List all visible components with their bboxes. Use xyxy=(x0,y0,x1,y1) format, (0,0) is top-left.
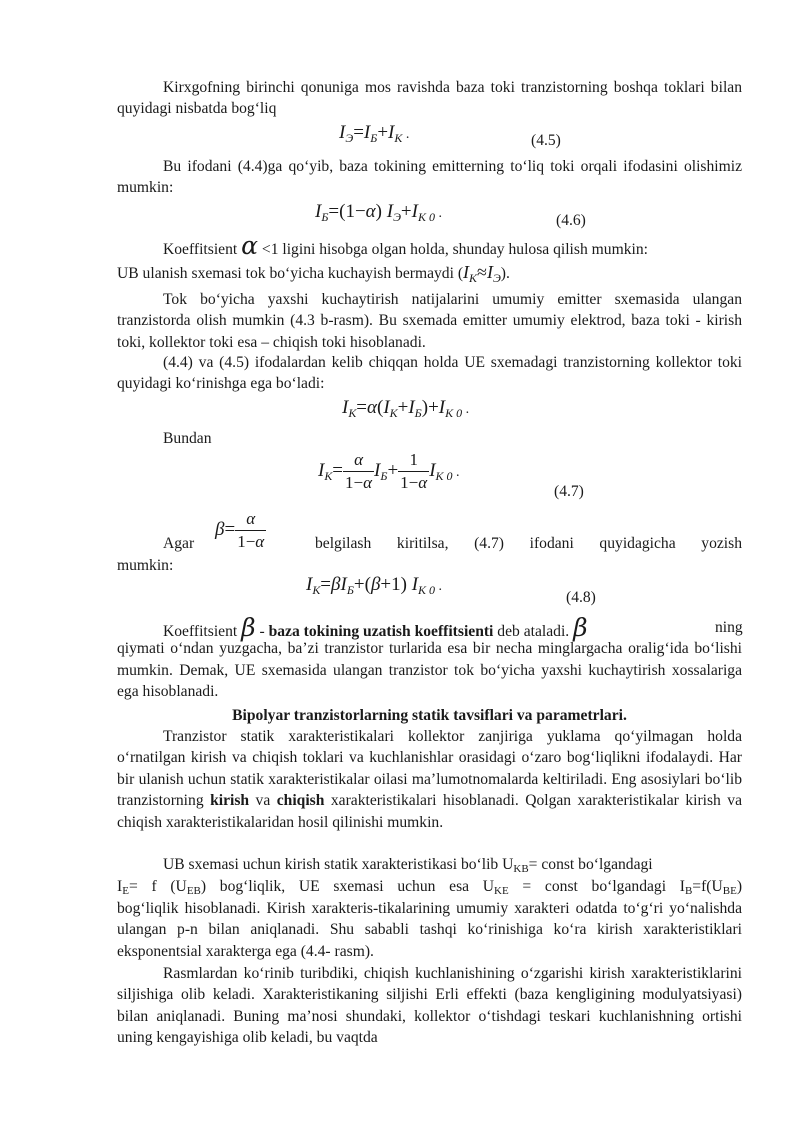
text-mumkin: mumkin: xyxy=(117,557,174,574)
equation-collector-current: $I_К=\alpha(I_К+I_Б)+I_{К 0}$ . xyxy=(342,397,470,420)
section-heading: Bipolyar tranzistorlarning statik tavsiflari va parametrlari. xyxy=(232,707,627,724)
paragraph-umumiy-emitter: Tok bo‘yicha yaxshi kuchaytirish natijalarini umumiy emitter sxemasida ulangan tranzistorda olish mumkin (4.3 b-rasm). Bu sxemada emitter umumiy elektrod, baza toki - kirish toki, kollektor toki esa – chiqish toki hisoblanadi. xyxy=(117,291,742,351)
equation-number-4-6: (4.6) xyxy=(556,212,586,229)
paragraph-belgilash: belgilash kiritilsa, (4.7) ifodani quyidagicha yozish xyxy=(315,535,742,552)
alpha-symbol: α xyxy=(241,231,258,260)
fraction-alpha: $\frac{\alpha}{1-\alpha}$ xyxy=(345,450,373,492)
paragraph-beta-line1: Koeffitsient β - baza tokining uzatish koeffitsienti deb ataladi. β xyxy=(163,613,588,642)
equation-beta-definition: β= $\frac{\alpha}{1-\alpha}$ xyxy=(215,509,265,551)
equation-4-5: $I_Э=I_Б+I_К$ . xyxy=(339,122,410,145)
text-bundan: Bundan xyxy=(163,430,212,447)
paragraph-koeffitsient-alpha: Koeffitsient α <1 ligini hisobga olgan holda, shunday hulosa qilish mumkin: xyxy=(163,231,648,260)
beta-symbol: β xyxy=(241,613,256,642)
equation-4-7: $I_К=$ $\frac{\alpha}{1-\alpha}$ $I_Б+$ $\frac{1}{1-\alpha}$ $I_{К 0}$ . xyxy=(318,450,460,492)
paragraph-ub-kirish-rest: bog‘liqlik hisoblanadi. Kirish xarakteris-tikalarining umumiy xarakteri odatda to‘g‘ri yo‘nalishda ulangan p-n bilan aniqlanadi. Shu sababli tashqi ko‘rinishiga ko‘ra kirish xarakteristiklari eksponentsial xarakterga ega (4.4- rasm). xyxy=(117,900,742,960)
equation-number-4-7: (4.7) xyxy=(554,483,584,500)
paragraph-baza-toki: Bu ifodani (4.4)ga qo‘yib, baza tokining emitterning to‘liq toki orqali ifodasini olishimiz mumkin: xyxy=(117,158,742,197)
paragraph-ub-ulanish: UB ulanish sxemasi tok bo‘yicha kuchayish bermaydi $(I_K\approx I_Э)$. xyxy=(117,262,510,285)
paragraph-kollektor-toki: (4.4) va (4.5) ifodalardan kelib chiqqan holda UE sxemadagi tranzistorning kollektor toki quyidagi ko‘rinishga ega bo‘ladi: xyxy=(117,354,742,393)
equation-4-6: $I_Б=(1-\alpha)$ $I_Э+I_{К 0}$ . xyxy=(315,201,442,224)
fraction-one: $\frac{1}{1-\alpha}$ xyxy=(400,450,428,492)
paragraph-statik-xarakteristikalar: Tranzistor statik xarakteristikalari kollektor zanjiriga yuklama qo‘yilmagan holda o‘rnatilgan kirish va chiqish toklari va kuchlanishlar orasidagi o‘zaro bog‘liqlikni ifodalaydi. Har bir ulanish uchun statik xarakteristikalar oilasi ma’lumotnomalarda keltiriladi. Eng asosiylari bo‘lib tranzistorning kirish va chiqish xarakteristikalari hisoblanadi. Qolgan xarakteristikalar kirish va chiqish xarakteristikalaridan hosil qilinishi mumkin. xyxy=(117,728,743,831)
text-agar: Agar xyxy=(163,535,195,552)
equation-4-8: $I_К=\beta I_Б+(\beta+1)$ $I_{К 0}$ . xyxy=(306,574,442,597)
paragraph-beta-rest: ning qiymati o‘ndan yuzgacha, ba’zi tranzistor turlarida esa bir necha minglargacha oralig‘ida bo‘lishi mumkin. Demak, UE sxemasida ulangan tranzistor tok bo‘yicha yaxshi kuchaytirish xossalariga ega hisoblanadi. xyxy=(117,619,743,701)
paragraph-ub-kirish-line2: IE= f (UEB) bog‘liqlik, UE sxemasi uchun esa UKE = const bo‘lgandagi IB=f(UBE) xyxy=(117,878,743,897)
beta-symbol-2: β xyxy=(573,613,588,642)
approx-expression: $I_K\approx I_Э$ xyxy=(463,262,501,285)
equation-number-4-8: (4.8) xyxy=(566,589,596,606)
equation-number-4-5: (4.5) xyxy=(531,132,561,149)
paragraph-erli-effekti: Rasmlardan ko‘rinib turibdiki, chiqish kuchlanishining o‘zgarishi kirish xarakteristiklarini siljishiga olib keladi. Xarakteristikaning siljishi Erli effekti (baza kengligining modulyatsiyasi) bilan aniqlanadi. Buning ma’nosi shundaki, kollektor o‘tishdagi teskari kuchlanishning ortishi uning kengayishiga olib keladi, bu vaqtda xyxy=(117,965,742,1047)
paragraph-ub-kirish-line1: UB sxemasi uchun kirish statik xarakteristikasi bo‘lib UKB= const bo‘lgandagi xyxy=(163,856,653,875)
paragraph-kirxgof: Kirxgofning birinchi qonuniga mos ravishda baza toki tranzistorning boshqa toklari bilan quyidagi nisbatda bog‘liq xyxy=(117,79,742,118)
